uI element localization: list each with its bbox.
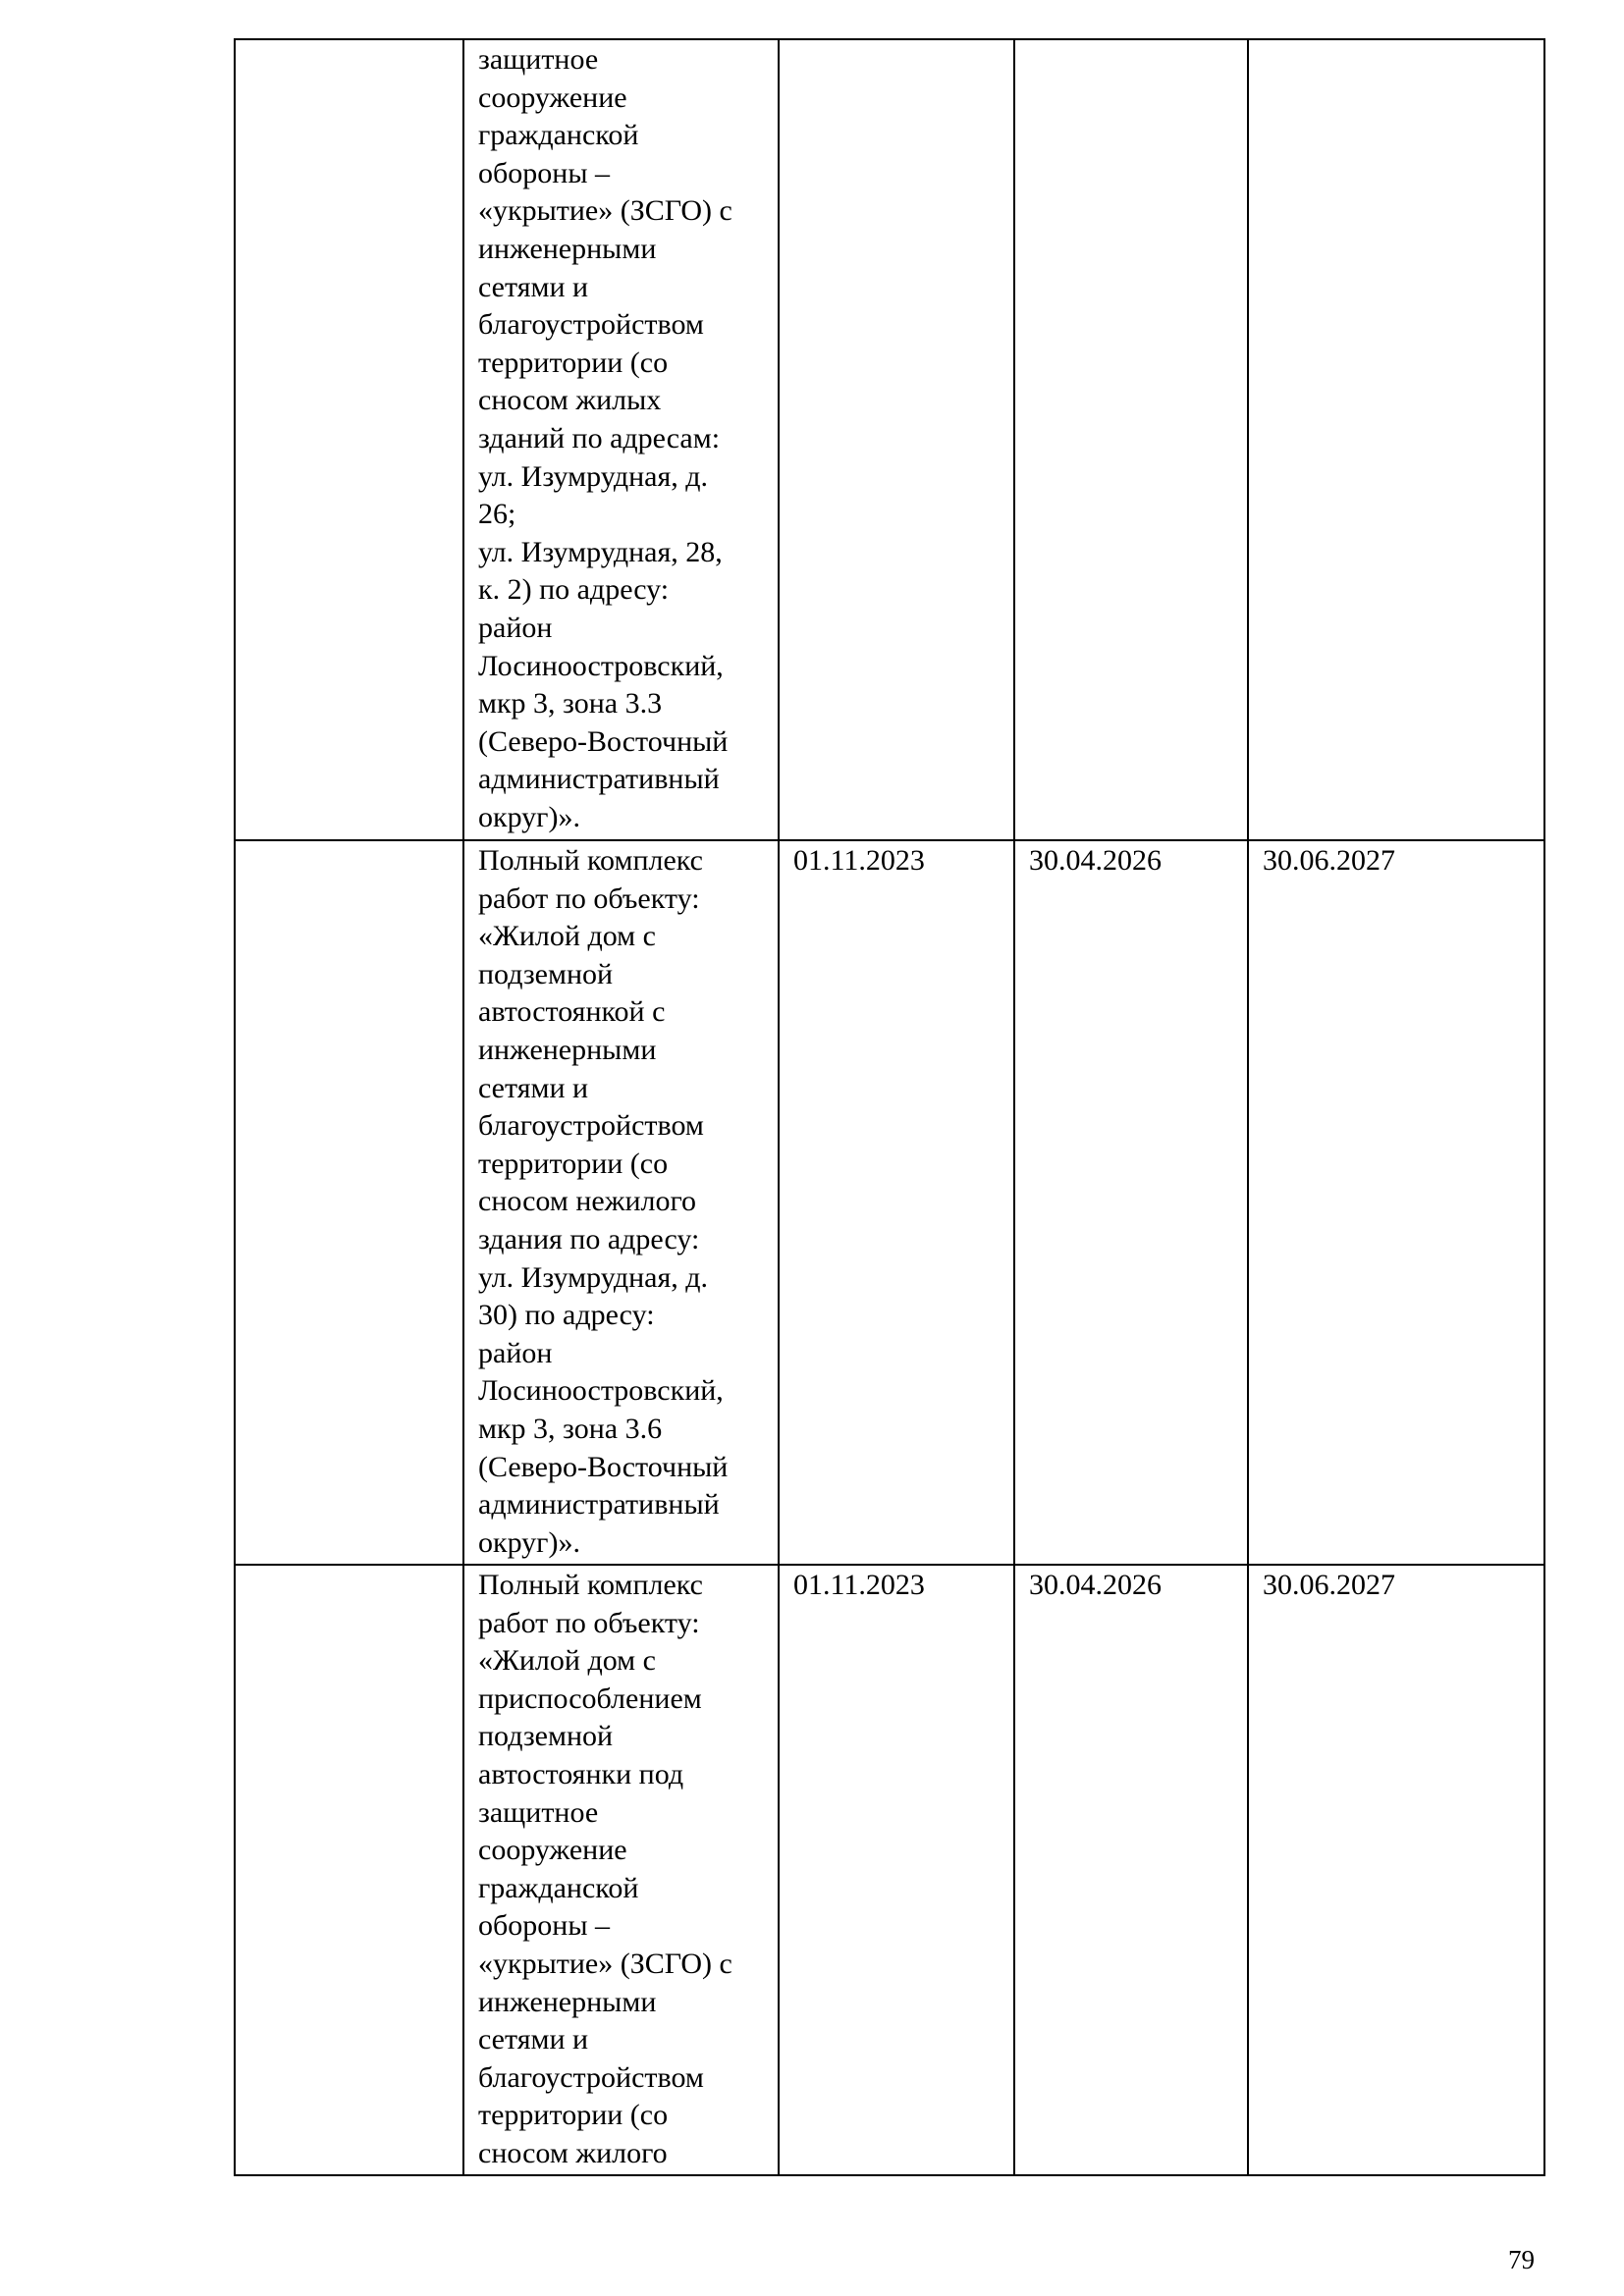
end-date-cell: [1014, 840, 1248, 1565]
empty-cell: [235, 39, 463, 840]
end-date-text: 30.04.2026: [1029, 1569, 1162, 1601]
final-date-text: [1249, 40, 1543, 41]
final-date-text: 30.06.2027: [1263, 844, 1395, 877]
start-date-cell: [779, 39, 1014, 840]
schedule-table: [234, 38, 1545, 2176]
table-row: [235, 39, 1544, 840]
final-date-cell: [1248, 1565, 1544, 2175]
start-date-text: 01.11.2023: [793, 1569, 925, 1601]
start-date-cell: [779, 840, 1014, 1565]
description-text: Полный комплекс работ по объекту: «Жилой дом с подземной автостоянкой с инженерными сетями и благоустройством территории (со сносом нежилого здания по адресу: ул. Изумрудная, д. 30) по адресу: район Лосиноостровский, мкр 3, зона 3.6 (Северо-Восточный административный округ)».: [478, 844, 729, 1559]
description-cell: [463, 39, 779, 840]
table-row: [235, 840, 1544, 1565]
description-text: защитное сооружение гражданской обороны – «укрытие» (ЗСГО) с инженерными сетями и благоустройством территории (со сносом жилых зданий по адресам: ул. Изумрудная, д. 26; ул. Изумрудная, 28, к. 2) по адресу: район Лосиноостровский, мкр 3, зона 3.3 (Северо-Восточный административный округ)».: [478, 43, 732, 833]
end-date-cell: [1014, 39, 1248, 840]
description-cell: [463, 1565, 779, 2175]
description-text: Полный комплекс работ по объекту: «Жилой дом с приспособлением подземной автостоянки под защитное сооружение гражданской обороны – «укрытие» (ЗСГО) с инженерными сетями и благоустройством территории (со сносом жилого: [478, 1569, 732, 2169]
start-date-cell: [779, 1565, 1014, 2175]
description-cell: [463, 840, 779, 1565]
table-row: [235, 1565, 1544, 2175]
end-date-cell: [1014, 1565, 1248, 2175]
start-date-text: 01.11.2023: [793, 844, 925, 877]
end-date-text: 30.04.2026: [1029, 844, 1162, 877]
final-date-cell: [1248, 840, 1544, 1565]
final-date-text: 30.06.2027: [1263, 1569, 1395, 1601]
final-date-cell: [1248, 39, 1544, 840]
empty-cell: [235, 840, 463, 1565]
empty-cell: [235, 1565, 463, 2175]
start-date-text: [780, 40, 1013, 41]
end-date-text: [1015, 40, 1247, 41]
page-number: 79: [1508, 2245, 1535, 2274]
